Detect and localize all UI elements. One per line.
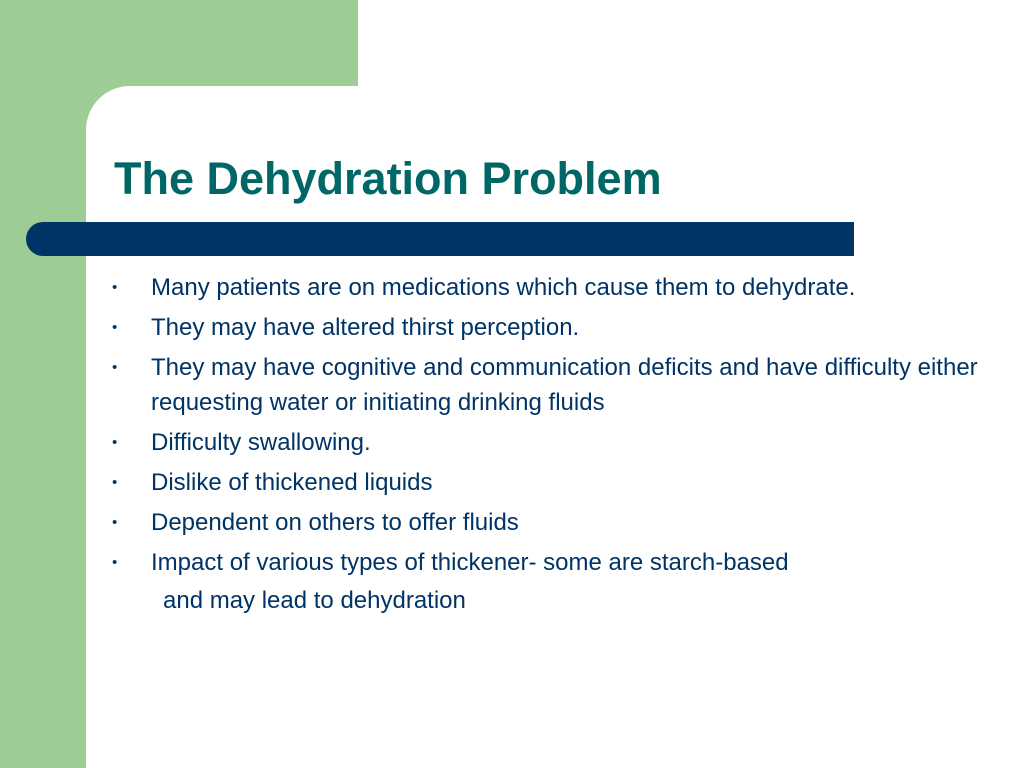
bullet-dot-icon: • (112, 474, 118, 491)
bullet-dot-icon: • (112, 514, 118, 531)
bullet-dot-icon: • (112, 359, 118, 376)
bullet-item (110, 545, 1010, 618)
bullet-text: Dependent on others to offer fluids (151, 509, 519, 536)
title-underline-bar (26, 222, 854, 256)
bullet-text: They may have altered thirst perception. (151, 314, 580, 341)
bullet-item (110, 350, 1010, 420)
bullet-item (110, 270, 1010, 305)
slide-title: The Dehydration Problem (114, 153, 662, 204)
bullet-item (110, 425, 1010, 460)
bullet-continuation-text: and may lead to dehydration (163, 587, 466, 614)
bullet-text: Many patients are on medications which cause them to dehydrate. (151, 274, 856, 301)
bullet-text: Difficulty swallowing. (151, 429, 371, 456)
bullet-list (110, 270, 1010, 623)
bullet-dot-icon: • (112, 434, 118, 451)
bullet-text: Dislike of thickened liquids (151, 469, 433, 496)
bullet-dot-icon: • (112, 554, 118, 571)
bullet-dot-icon: • (112, 319, 118, 336)
bullet-item (110, 505, 1010, 540)
bullet-text: They may have cognitive and communication deficits and have difficulty either requesting water or initiating drinking fluids (151, 354, 978, 416)
bullet-item (110, 465, 1010, 500)
bullet-text: Impact of various types of thickener- some are starch-based (151, 549, 789, 576)
bullet-dot-icon: • (112, 279, 118, 296)
bullet-item (110, 310, 1010, 345)
